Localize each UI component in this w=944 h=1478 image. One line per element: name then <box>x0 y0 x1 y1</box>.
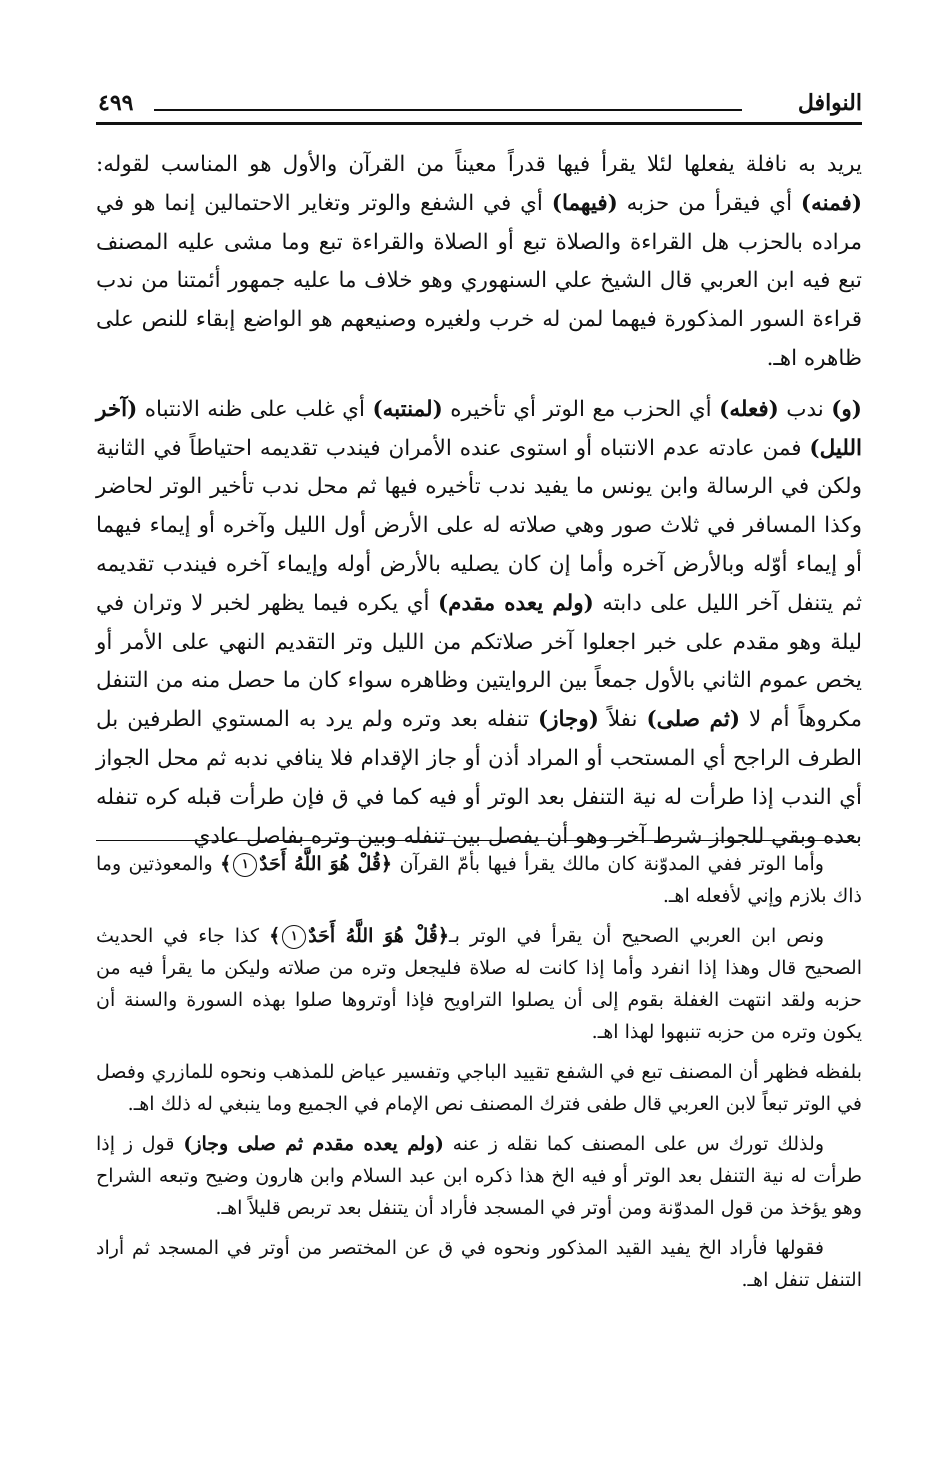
header-rule <box>96 122 862 125</box>
chapter-title: النوافل <box>797 90 862 116</box>
main-text <box>96 146 862 856</box>
footnote-paragraph: بلفظه فظهر أن المصنف تبع في الشفع تقييد الباجي وتفسير عياض للمذهب ونحوه للمازري وفصل في الوتر تبعاً لابن العربي قال طفى فترك المصنف نص الإمام في الجميع وما ينبغي له ذلك اهـ. <box>96 1061 862 1115</box>
ayah-number-marker: ١ <box>282 925 306 949</box>
footnote-separator <box>96 840 856 841</box>
paragraph: يريد به نافلة يفعلها لئلا يقرأ فيها قدراً معيناً من القرآن والأول هو المناسب لقوله: (فمنه) أي فيقرأ من حزبه (فيهما) أي في الشفع والوتر وتغاير الاحتمالين إنما هو في مراده بالحزب هل القراءة والصلاة تبع أو الصلاة والقراءة تبع وما مشى عليه المصنف تبع فيه ابن العربي قال الشيخ علي السنهوري وهو خلاف ما عليه جمهور أئمتنا من ندب قراءة السور المذكورة فيهما لمن له خرب ولغيره وصنيعهم هو الواضع إبقاء للنص على ظاهره اهـ. <box>96 152 862 371</box>
footnotes <box>96 848 862 1304</box>
footnote-paragraph: وأما الوتر ففي المدوّنة كان مالك يقرأ فيها بأمّ القرآن ﴿قُلْ هُوَ اللَّهُ أَحَدٌ١﴾ والمعوذتين وما ذاك بلازم وإني لأفعله اهـ. <box>96 853 862 907</box>
footnote-paragraph: ونص ابن العربي الصحيح أن يقرأ في الوتر بـ﴿قُلْ هُوَ اللَّهُ أَحَدٌ١﴾ كذا جاء في الحديث الصحيح قال وهذا إذا انفرد وأما إذا كانت له صلاة فليجعل وتره من صلاته وليكن ما يقرأ فيه من حزبه ولقد انتهت الغفلة بقوم إلى أن يصلوا التراويح فإذا أوتروها صلوا بهذه السورة والسنة أن يكون وتره من حزبه تنبهوا لهذا اهـ. <box>96 925 862 1043</box>
footnote-paragraph: فقولها فأراد الخ يفيد القيد المذكور ونحوه في ق عن المختصر من أوتر في المسجد ثم أراد التنفل تنفل اهـ. <box>96 1237 862 1291</box>
header-leader-line <box>154 109 742 111</box>
page-number: ٤٩٩ <box>98 90 134 116</box>
running-header <box>96 82 862 126</box>
quran-verse: ﴿قُلْ هُوَ اللَّهُ أَحَدٌ١﴾ <box>220 853 393 875</box>
footnote-paragraph: ولذلك تورك س على المصنف كما نقله ز عنه (ولم يعده مقدم ثم صلى وجاز) قول ز إذا طرأت له نية التنفل بعد الوتر أو فيه الخ هذا ذكره ابن عبد السلام وابن هارون وضيح وتبعه الشراح وهو يؤخذ من قول المدوّنة ومن أوتر في المسجد فأراد أن يتنفل بعد تربص قليلاً اهـ. <box>96 1133 862 1219</box>
quran-verse: ﴿قُلْ هُوَ اللَّهُ أَحَدٌ١﴾ <box>269 925 450 947</box>
paragraph: (و) ندب (فعله) أي الحزب مع الوتر أي تأخيره (لمنتبه) أي غلب على ظنه الانتباه (آخر الليل) فمن عادته عدم الانتباه أو استوى عنده الأمران فيندب تقديمه احتياطاً في الثانية ولكن في الرسالة وابن يونس ما يفيد ندب تأخيره فيها ثم محل ندب تأخير الوتر لحاضر وكذا المسافر في ثلاث صور وهي صلاته له على الأرض أول الليل وآخره أو إيماء فيهما أو إيماء أوّله وبالأرض آخره وأما إن كان يصليه بالأرض أوله وإيماء آخره فيندب تقديمه ثم يتنفل آخر الليل على دابته (ولم يعده مقدم) أي يكره فيما يظهر لخبر لا وتران في ليلة وهو مقدم على خبر اجعلوا آخر صلاتكم من الليل وتر التقديم النهي على الأمر أو يخص عموم الثاني بالأول جمعاً بين الروايتين وظاهره سواء كان ما حصل منه من التنفل مكروهاً أم لا (ثم صلى) نفلاً (وجاز) تنفله بعد وتره ولم يرد به المستوي الطرفين بل الطرف الراجح أي المستحب أو المراد أذن أو جاز الإقدام فلا ينافي ندبه ثم محل الجواز أي الندب إذا طرأت له نية التنفل بعد الوتر أو فيه كما في ق فإن طرأت قبله كره تنفله بعده وبقي للجواز شرط آخر وهو أن يفصل بين تنفله وبين وتره بفاصل عادي <box>96 396 862 849</box>
ayah-number-marker: ١ <box>233 853 257 877</box>
